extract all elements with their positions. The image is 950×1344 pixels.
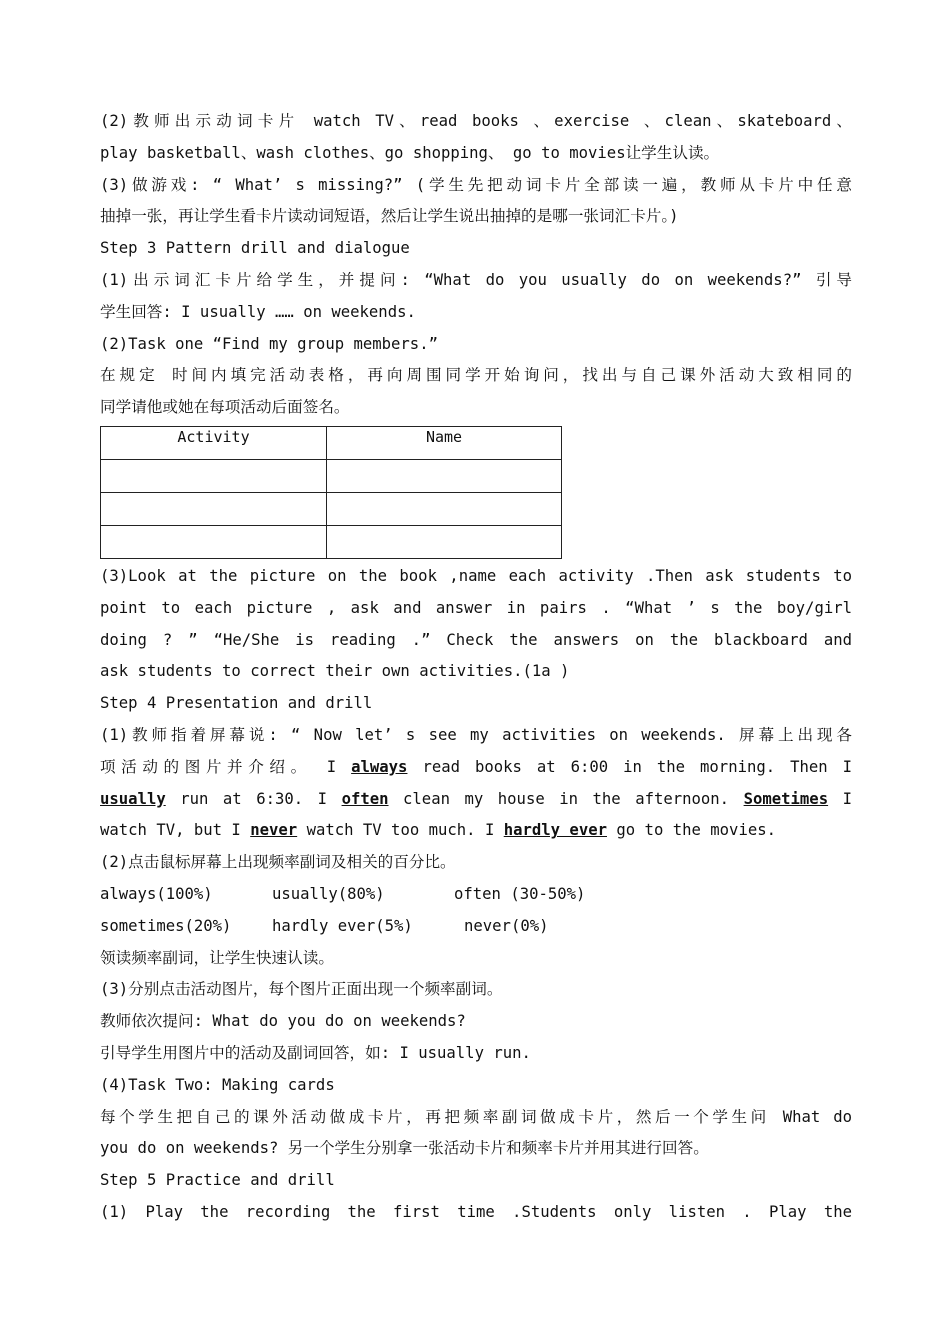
adverb-hardly-ever: hardly ever	[503, 821, 607, 840]
frequency-item: often (30-50%)	[454, 884, 586, 903]
text-line: (2)Task one “Find my group members.”	[100, 334, 438, 353]
text-line: 学生回答: I usually …… on weekends.	[100, 302, 416, 321]
text-line: 引导学生用图片中的活动及副词回答，如: I usually run.	[100, 1043, 531, 1062]
text-segment: watch TV, but I	[100, 821, 241, 840]
text-line: (2)点击鼠标屏幕上出现频率副词及相关的百分比。	[100, 853, 456, 872]
text-line	[100, 752, 852, 784]
text-line: 教师依次提问: What do you do on weekends?	[100, 1012, 466, 1031]
table-header-row	[101, 426, 562, 459]
text-line: (1)出示词汇卡片给学生，并提问: “What do you usually do on weekends?” 引导	[100, 270, 852, 289]
text-line	[100, 815, 852, 847]
text-line: (3)Look at the picture on the book ,name each activity .Then ask students to	[100, 566, 852, 585]
text-segment: go to the movies.	[616, 821, 776, 840]
frequency-row	[100, 879, 852, 911]
text-segment: read books at 6:00 in the morning. Then I	[422, 757, 852, 776]
adverb-usually: usually	[100, 789, 166, 808]
text-line: doing ? ” “He/She is reading .” Check the answers on the blackboard and	[100, 630, 852, 649]
table-cell[interactable]	[101, 492, 327, 525]
frequency-item: hardly ever(5%)	[272, 916, 413, 935]
table-cell[interactable]	[327, 525, 562, 558]
text-segment: 项活动的图片并介绍。 I	[100, 757, 337, 776]
column-header-activity: Activity	[101, 426, 327, 459]
step-heading: Step 4 Presentation and drill	[100, 694, 373, 713]
text-segment: run at 6:30. I	[180, 789, 328, 808]
text-segment: I	[842, 789, 852, 808]
frequency-row	[100, 911, 852, 943]
adverb-always: always	[351, 757, 408, 776]
table-cell[interactable]	[101, 459, 327, 492]
frequency-item: always(100%)	[100, 884, 213, 903]
text-line: 抽掉一张，再让学生看卡片读动词短语，然后让学生说出抽掉的是哪一张词汇卡片。)	[100, 207, 679, 226]
text-line: 同学请他或她在每项活动后面签名。	[100, 398, 350, 417]
activity-table	[100, 426, 562, 559]
text-line: (1)教师指着屏幕说: “ Now let’ s see my activities on weekends. 屏幕上出现各	[100, 725, 852, 744]
table-row	[101, 459, 562, 492]
text-line: you do on weekends? 另一个学生分别拿一张活动卡片和频率卡片并用其进行回答。	[100, 1139, 709, 1158]
adverb-often: often	[341, 789, 389, 808]
step-heading: Step 5 Practice and drill	[100, 1171, 335, 1190]
table-row	[101, 492, 562, 525]
text-line: play basketball、wash clothes、go shopping、 go to movies让学生认读。	[100, 143, 720, 162]
text-line: (2)教师出示动词卡片 watch TV、read books 、exercise 、clean、skateboard、	[100, 112, 852, 130]
frequency-item: usually(80%)	[272, 884, 385, 903]
table-cell[interactable]	[327, 459, 562, 492]
text-line: 在规定 时间内填完活动表格，再向周围同学开始询问，找出与自己课外活动大致相同的	[100, 366, 852, 385]
text-line: (1) Play the recording the first time .Students only listen . Play the	[100, 1202, 852, 1221]
text-line: ask students to correct their own activities.(1a )	[100, 662, 570, 681]
text-line: (3)分别点击活动图片，每个图片正面出现一个频率副词。	[100, 980, 503, 999]
text-line: 每个学生把自己的课外活动做成卡片，再把频率副词做成卡片，然后一个学生问 What do	[100, 1107, 852, 1126]
text-line: point to each picture , ask and answer in pairs . “What ’ s the boy/girl	[100, 598, 852, 617]
table-cell[interactable]	[101, 525, 327, 558]
text-segment: clean my house in the afternoon.	[403, 789, 730, 808]
adverb-sometimes: Sometimes	[743, 789, 829, 808]
column-header-name: Name	[327, 426, 562, 459]
text-line: (3)做游戏: “ What’ s missing?” (学生先把动词卡片全部读一遍，教师从卡片中任意	[100, 175, 852, 194]
text-segment: watch TV too much. I	[306, 821, 495, 840]
frequency-item: sometimes(20%)	[100, 916, 232, 935]
frequency-item: never(0%)	[464, 916, 549, 935]
text-line: 领读频率副词，让学生快速认读。	[100, 948, 334, 967]
document-page	[100, 106, 852, 1229]
table-row	[101, 525, 562, 558]
text-line	[100, 784, 852, 816]
text-line: (4)Task Two: Making cards	[100, 1075, 335, 1094]
table-cell[interactable]	[327, 492, 562, 525]
adverb-never: never	[250, 821, 298, 840]
step-heading: Step 3 Pattern drill and dialogue	[100, 239, 410, 258]
